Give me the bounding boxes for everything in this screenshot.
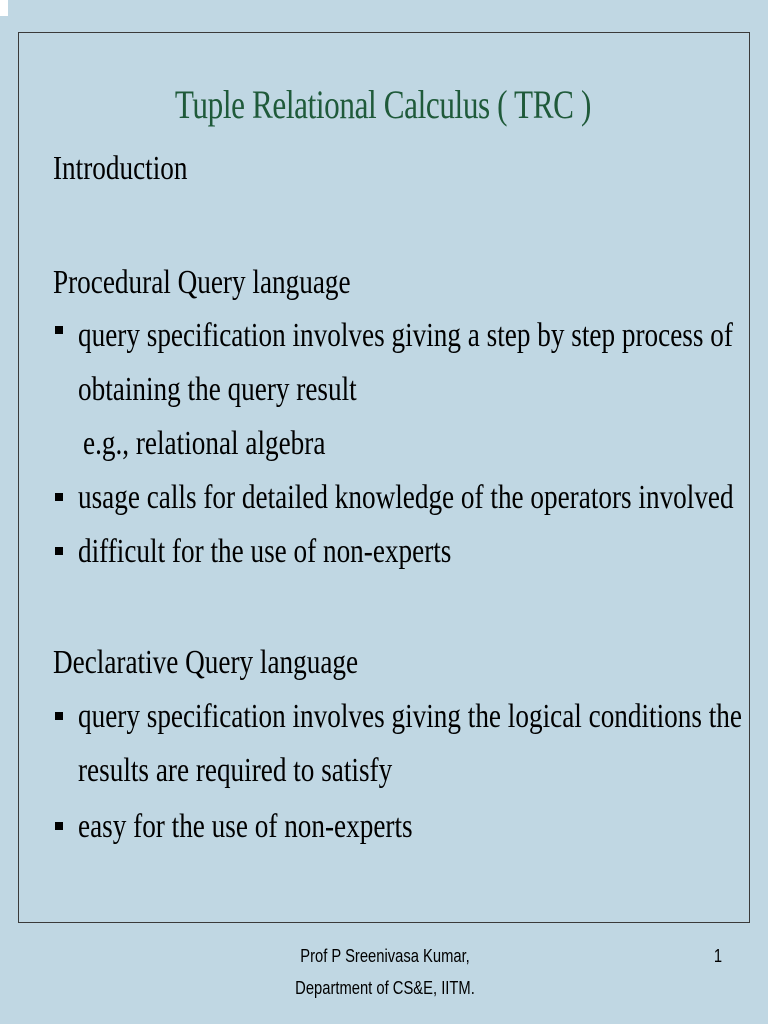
bullet-marker — [55, 547, 63, 555]
declarative-bullet-1-line-2: results are required to satisfy — [78, 752, 393, 789]
procedural-bullet-3: difficult for the use of non-experts — [78, 533, 452, 570]
page-number: 1 — [713, 946, 723, 966]
declarative-heading: Declarative Query language — [53, 644, 359, 681]
bullet-marker — [55, 493, 63, 501]
procedural-bullet-1-line-2: obtaining the query result — [78, 371, 357, 408]
slide-title: Tuple Relational Calculus ( TRC ) — [174, 82, 591, 127]
declarative-bullet-1-line-1: query specification involves giving the logical conditions the — [78, 698, 742, 735]
intro-heading: Introduction — [53, 150, 188, 187]
corner-mark — [0, 0, 8, 16]
procedural-heading: Procedural Query language — [53, 264, 351, 301]
declarative-bullet-2: easy for the use of non-experts — [78, 808, 413, 845]
procedural-bullet-1-line-1: query specification involves giving a step by step process of — [78, 317, 733, 354]
bullet-marker — [55, 326, 63, 334]
procedural-bullet-1-line-3: e.g., relational algebra — [83, 425, 326, 462]
bullet-marker — [55, 712, 63, 720]
procedural-bullet-2: usage calls for detailed knowledge of the operators involved — [78, 479, 734, 516]
footer-author-line-1: Prof P Sreenivasa Kumar, — [300, 946, 470, 966]
bullet-marker — [55, 822, 63, 830]
footer-author-line-2: Department of CS&E, IITM. — [295, 978, 475, 998]
